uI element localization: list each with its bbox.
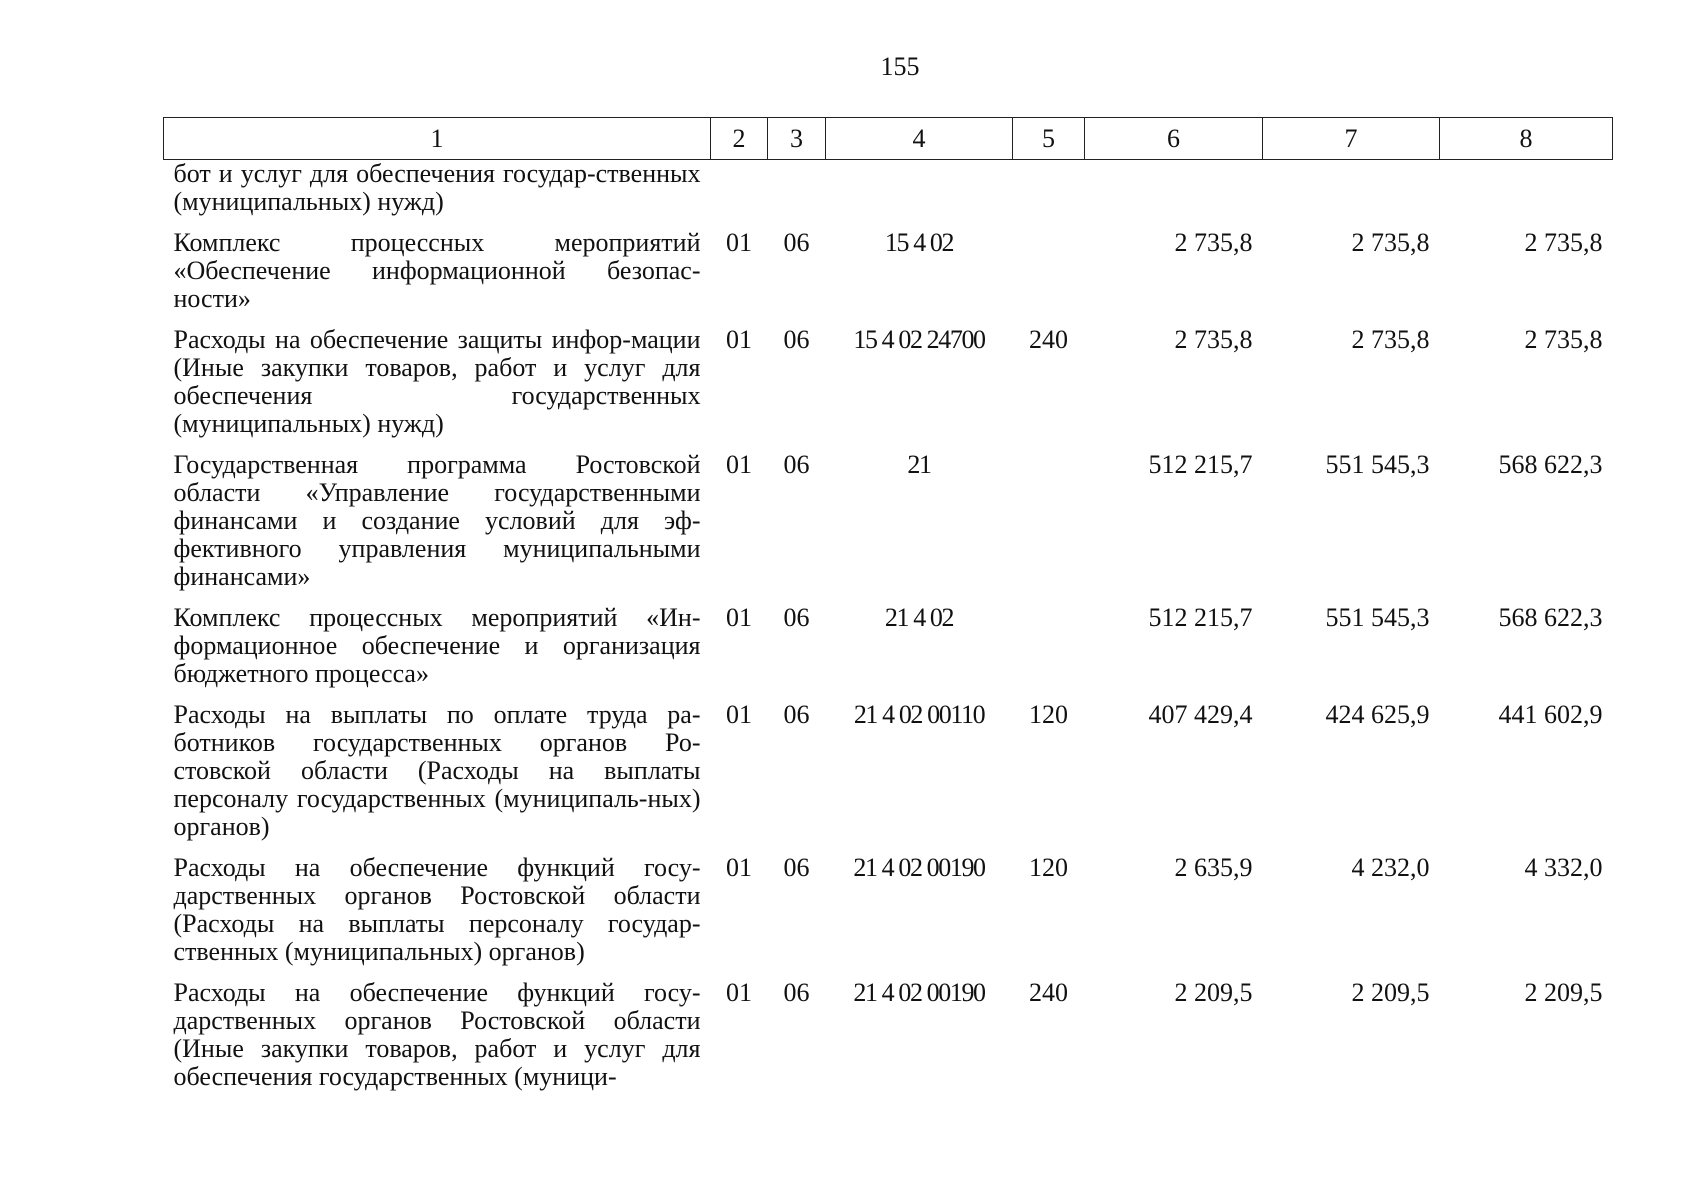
row-target-code: 21 4 02 00190 (853, 853, 985, 882)
row-amount-col8: 568 622,3 (1498, 603, 1603, 632)
row-section (711, 160, 768, 230)
row-name: Расходы на выплаты по оплате труда ра-ботников государственных органов Ро-стовской области (Расходы на выплаты персоналу государственных (муниципаль-ных) органов) (173, 700, 701, 841)
row-section: 01 (726, 853, 752, 882)
row-subsection: 06 (783, 853, 810, 882)
table-row (164, 604, 1613, 701)
row-amount-col6: 512 215,7 (1148, 450, 1253, 479)
row-section: 01 (726, 700, 752, 729)
row-name: Расходы на обеспечение функций госу-дарственных органов Ростовской области (Иные закупки товаров, работ и услуг для обеспечения государственных (муници- (173, 978, 701, 1091)
row-subsection: 06 (783, 450, 810, 479)
row-subsection: 06 (783, 700, 810, 729)
row-expense-type: 120 (1029, 853, 1068, 882)
table-row (164, 326, 1613, 451)
column-header: 5 (1013, 118, 1085, 160)
table-header-row (164, 118, 1613, 160)
row-expense-type (1013, 229, 1085, 326)
column-header: 2 (711, 118, 768, 160)
row-section: 01 (726, 603, 752, 632)
row-name: Комплекс процессных мероприятий «Ин-формационное обеспечение и организация бюджетного процесса» (173, 603, 701, 688)
row-amount-col8: 2 209,5 (1524, 978, 1603, 1007)
row-amount-col7: 4 232,0 (1351, 853, 1430, 882)
row-target-code: 15 4 02 (884, 228, 954, 257)
row-subsection: 06 (783, 603, 810, 632)
row-amount-col6 (1085, 160, 1263, 230)
column-header: 6 (1085, 118, 1263, 160)
row-amount-col7: 424 625,9 (1325, 700, 1430, 729)
row-subsection: 06 (783, 228, 810, 257)
row-amount-col7: 551 545,3 (1325, 603, 1430, 632)
row-target-code: 15 4 02 24700 (853, 325, 985, 354)
row-target-code: 21 4 02 00190 (853, 978, 985, 1007)
budget-table (163, 117, 1613, 1104)
row-expense-type: 120 (1029, 700, 1068, 729)
row-amount-col6: 2 209,5 (1174, 978, 1253, 1007)
row-amount-col7: 2 735,8 (1351, 325, 1430, 354)
row-target-code: 21 4 02 00110 (853, 700, 985, 729)
row-amount-col8: 4 332,0 (1524, 853, 1603, 882)
row-section: 01 (726, 325, 752, 354)
column-header: 4 (826, 118, 1013, 160)
row-target-code (826, 160, 1013, 230)
row-subsection (768, 160, 826, 230)
table-row (164, 229, 1613, 326)
column-header: 8 (1440, 118, 1613, 160)
column-header: 3 (768, 118, 826, 160)
row-section: 01 (726, 450, 752, 479)
row-name: Государственная программа Ростовской области «Управление государственными финансами и создание условий для эф-фективного управления муниципальными финансами» (173, 450, 701, 591)
table-row (164, 979, 1613, 1104)
row-amount-col7: 2 209,5 (1351, 978, 1430, 1007)
row-name: Расходы на обеспечение функций госу-дарственных органов Ростовской области (Расходы на выплаты персоналу государ-ственных (муниципальных) органов) (173, 853, 701, 966)
row-expense-type: 240 (1029, 325, 1068, 354)
row-amount-col8: 2 735,8 (1524, 228, 1603, 257)
row-amount-col7 (1263, 160, 1440, 230)
row-expense-type: 240 (1029, 978, 1068, 1007)
row-amount-col6: 2 735,8 (1174, 325, 1253, 354)
row-subsection: 06 (783, 325, 810, 354)
column-header: 7 (1263, 118, 1440, 160)
row-expense-type (1013, 451, 1085, 604)
row-amount-col7: 551 545,3 (1325, 450, 1430, 479)
table-row (164, 854, 1613, 979)
row-name: бот и услуг для обеспечения государ-ственных (муниципальных) нужд) (173, 159, 701, 216)
row-target-code: 21 4 02 (884, 603, 954, 632)
table-row (164, 701, 1613, 854)
row-target-code: 21 (907, 450, 931, 479)
row-amount-col6: 2 735,8 (1174, 228, 1253, 257)
row-amount-col8: 568 622,3 (1498, 450, 1603, 479)
row-section: 01 (726, 978, 752, 1007)
row-amount-col8: 2 735,8 (1524, 325, 1603, 354)
page-number: 155 (880, 52, 920, 81)
row-amount-col6: 407 429,4 (1148, 700, 1253, 729)
table-row (164, 451, 1613, 604)
row-section: 01 (726, 228, 752, 257)
row-expense-type (1013, 604, 1085, 701)
row-expense-type (1013, 160, 1085, 230)
column-header: 1 (164, 118, 711, 160)
row-amount-col8 (1440, 160, 1613, 230)
row-name: Расходы на обеспечение защиты инфор-мации (Иные закупки товаров, работ и услуг для обеспечения государственных (муниципальных) нужд) (173, 325, 701, 438)
row-amount-col7: 2 735,8 (1351, 228, 1430, 257)
table-row (164, 160, 1613, 230)
row-name: Комплекс процессных мероприятий «Обеспечение информационной безопас-ности» (173, 228, 701, 313)
row-amount-col6: 2 635,9 (1174, 853, 1253, 882)
row-subsection: 06 (783, 978, 810, 1007)
row-amount-col8: 441 602,9 (1498, 700, 1603, 729)
row-amount-col6: 512 215,7 (1148, 603, 1253, 632)
